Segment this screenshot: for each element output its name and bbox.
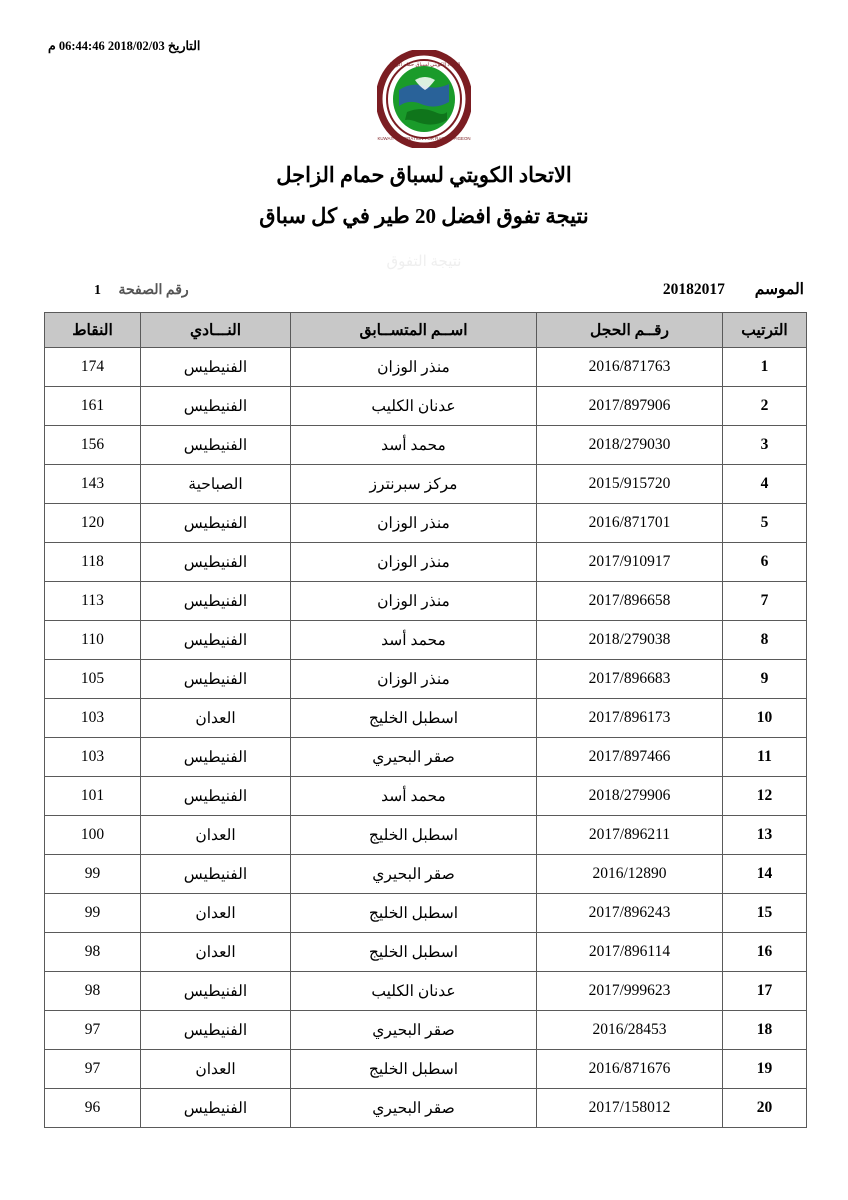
cell-points: 118 — [45, 543, 141, 582]
table-row — [45, 738, 807, 777]
cell-club: الفنيطيس — [141, 582, 291, 621]
svg-text:الاتحاد الكويتي لسباق حمام الز: الاتحاد الكويتي لسباق حمام الزاجل — [387, 62, 461, 68]
table-row — [45, 543, 807, 582]
cell-rank: 13 — [723, 816, 807, 855]
cell-competitor-name: عدنان الكليب — [291, 387, 537, 426]
cell-rank: 18 — [723, 1011, 807, 1050]
cell-club: الفنيطيس — [141, 348, 291, 387]
cell-club: الفنيطيس — [141, 855, 291, 894]
table-row — [45, 972, 807, 1011]
season-value: 20182017 — [662, 281, 725, 298]
cell-rank: 12 — [723, 777, 807, 816]
cell-rank: 10 — [723, 699, 807, 738]
cell-ring-number: 2016/12890 — [537, 855, 723, 894]
cell-ring-number: 2017/896114 — [537, 933, 723, 972]
table-row — [45, 699, 807, 738]
cell-ring-number: 2018/279906 — [537, 777, 723, 816]
cell-ring-number: 2017/896658 — [537, 582, 723, 621]
cell-ring-number: 2017/897466 — [537, 738, 723, 777]
cell-rank: 9 — [723, 660, 807, 699]
table-row — [45, 387, 807, 426]
cell-points: 97 — [45, 1050, 141, 1089]
cell-club: الفنيطيس — [141, 426, 291, 465]
table-row — [45, 504, 807, 543]
table-row — [45, 426, 807, 465]
cell-rank: 19 — [723, 1050, 807, 1089]
cell-competitor-name: منذر الوزان — [291, 543, 537, 582]
cell-competitor-name: صقر البحيري — [291, 738, 537, 777]
cell-points: 99 — [45, 855, 141, 894]
table-body — [45, 348, 807, 1128]
cell-club: الفنيطيس — [141, 1089, 291, 1128]
cell-competitor-name: اسطبل الخليج — [291, 816, 537, 855]
cell-ring-number: 2018/279030 — [537, 426, 723, 465]
cell-points: 110 — [45, 621, 141, 660]
cell-competitor-name: عدنان الكليب — [291, 972, 537, 1011]
cell-rank: 17 — [723, 972, 807, 1011]
cell-club: الفنيطيس — [141, 1011, 291, 1050]
cell-ring-number: 2017/896211 — [537, 816, 723, 855]
cell-club: العدان — [141, 933, 291, 972]
table-row — [45, 465, 807, 504]
cell-club: الفنيطيس — [141, 660, 291, 699]
cell-club: الفنيطيس — [141, 621, 291, 660]
cell-rank: 1 — [723, 348, 807, 387]
cell-ring-number: 2017/897906 — [537, 387, 723, 426]
cell-ring-number: 2018/279038 — [537, 621, 723, 660]
page-number-label: رقم الصفحة — [118, 283, 189, 298]
cell-competitor-name: محمد أسد — [291, 426, 537, 465]
page-number-value: 1 — [94, 283, 101, 298]
table-row — [45, 777, 807, 816]
table-header-row — [45, 313, 807, 348]
cell-points: 143 — [45, 465, 141, 504]
cell-club: الفنيطيس — [141, 777, 291, 816]
table-row — [45, 816, 807, 855]
table-row — [45, 1089, 807, 1128]
cell-club: الفنيطيس — [141, 504, 291, 543]
cell-competitor-name: منذر الوزان — [291, 660, 537, 699]
date-label: التاريخ — [167, 39, 201, 53]
cell-points: 156 — [45, 426, 141, 465]
faint-background-text: نتيجة التفوق — [386, 254, 462, 270]
table-row — [45, 1011, 807, 1050]
cell-points: 161 — [45, 387, 141, 426]
cell-competitor-name: اسطبل الخليج — [291, 933, 537, 972]
cell-points: 98 — [45, 972, 141, 1011]
cell-rank: 5 — [723, 504, 807, 543]
cell-points: 103 — [45, 738, 141, 777]
cell-club: العدان — [141, 1050, 291, 1089]
cell-ring-number: 2017/999623 — [537, 972, 723, 1011]
cell-points: 97 — [45, 1011, 141, 1050]
col-header-ring: رقــم الحجل — [537, 313, 723, 348]
cell-club: العدان — [141, 894, 291, 933]
cell-club: الفنيطيس — [141, 387, 291, 426]
cell-ring-number: 2016/871763 — [537, 348, 723, 387]
cell-points: 101 — [45, 777, 141, 816]
results-table — [44, 312, 807, 1128]
cell-rank: 20 — [723, 1089, 807, 1128]
col-header-points: النقاط — [45, 313, 141, 348]
table-row — [45, 660, 807, 699]
season-label: الموسم — [754, 281, 804, 298]
cell-ring-number: 2017/158012 — [537, 1089, 723, 1128]
table-row — [45, 894, 807, 933]
cell-ring-number: 2017/896243 — [537, 894, 723, 933]
col-header-name: اســم المتســابق — [291, 313, 537, 348]
table-row — [45, 933, 807, 972]
season-info — [663, 280, 804, 299]
table-header — [45, 313, 807, 348]
cell-competitor-name: منذر الوزان — [291, 582, 537, 621]
page-title: الاتحاد الكويتي لسباق حمام الزاجل — [276, 163, 572, 187]
cell-competitor-name: مركز سبرنترز — [291, 465, 537, 504]
cell-ring-number: 2016/28453 — [537, 1011, 723, 1050]
cell-competitor-name: محمد أسد — [291, 621, 537, 660]
cell-club: العدان — [141, 699, 291, 738]
cell-competitor-name: صقر البحيري — [291, 855, 537, 894]
cell-points: 174 — [45, 348, 141, 387]
cell-points: 99 — [45, 894, 141, 933]
cell-rank: 16 — [723, 933, 807, 972]
col-header-rank: الترتيب — [723, 313, 807, 348]
cell-rank: 15 — [723, 894, 807, 933]
cell-points: 103 — [45, 699, 141, 738]
cell-rank: 3 — [723, 426, 807, 465]
cell-competitor-name: منذر الوزان — [291, 504, 537, 543]
date-value: 2018/02/03 06:44:46 م — [48, 39, 165, 53]
cell-club: الفنيطيس — [141, 738, 291, 777]
table-row — [45, 855, 807, 894]
cell-rank: 14 — [723, 855, 807, 894]
cell-rank: 4 — [723, 465, 807, 504]
col-header-club: النـــادي — [141, 313, 291, 348]
federation-logo-icon — [377, 50, 471, 148]
cell-rank: 6 — [723, 543, 807, 582]
table-row — [45, 1050, 807, 1089]
cell-club: الفنيطيس — [141, 972, 291, 1011]
cell-competitor-name: منذر الوزان — [291, 348, 537, 387]
cell-competitor-name: صقر البحيري — [291, 1089, 537, 1128]
cell-competitor-name: اسطبل الخليج — [291, 894, 537, 933]
cell-rank: 7 — [723, 582, 807, 621]
page-number-info — [94, 282, 189, 299]
logo-container — [0, 50, 848, 153]
cell-competitor-name: صقر البحيري — [291, 1011, 537, 1050]
cell-rank: 2 — [723, 387, 807, 426]
document-titles — [0, 162, 848, 231]
cell-points: 105 — [45, 660, 141, 699]
cell-points: 100 — [45, 816, 141, 855]
cell-ring-number: 2016/871676 — [537, 1050, 723, 1089]
cell-ring-number: 2015/915720 — [537, 465, 723, 504]
table-row — [45, 348, 807, 387]
cell-points: 98 — [45, 933, 141, 972]
season-and-page-row — [44, 280, 804, 306]
cell-rank: 8 — [723, 621, 807, 660]
cell-club: الفنيطيس — [141, 543, 291, 582]
svg-text:KUWAIT FEDERATION FOR RACING P: KUWAIT FEDERATION FOR RACING PIGEON — [377, 136, 471, 141]
cell-points: 113 — [45, 582, 141, 621]
cell-rank: 11 — [723, 738, 807, 777]
table-row — [45, 582, 807, 621]
cell-ring-number: 2017/896683 — [537, 660, 723, 699]
cell-competitor-name: اسطبل الخليج — [291, 1050, 537, 1089]
cell-ring-number: 2017/910917 — [537, 543, 723, 582]
cell-points: 96 — [45, 1089, 141, 1128]
cell-points: 120 — [45, 504, 141, 543]
cell-competitor-name: اسطبل الخليج — [291, 699, 537, 738]
cell-ring-number: 2017/896173 — [537, 699, 723, 738]
cell-competitor-name: محمد أسد — [291, 777, 537, 816]
table-row — [45, 621, 807, 660]
page-subtitle: نتيجة تفوق افضل 20 طير في كل سباق — [259, 204, 589, 229]
cell-club: الصباحية — [141, 465, 291, 504]
cell-ring-number: 2016/871701 — [537, 504, 723, 543]
cell-club: العدان — [141, 816, 291, 855]
